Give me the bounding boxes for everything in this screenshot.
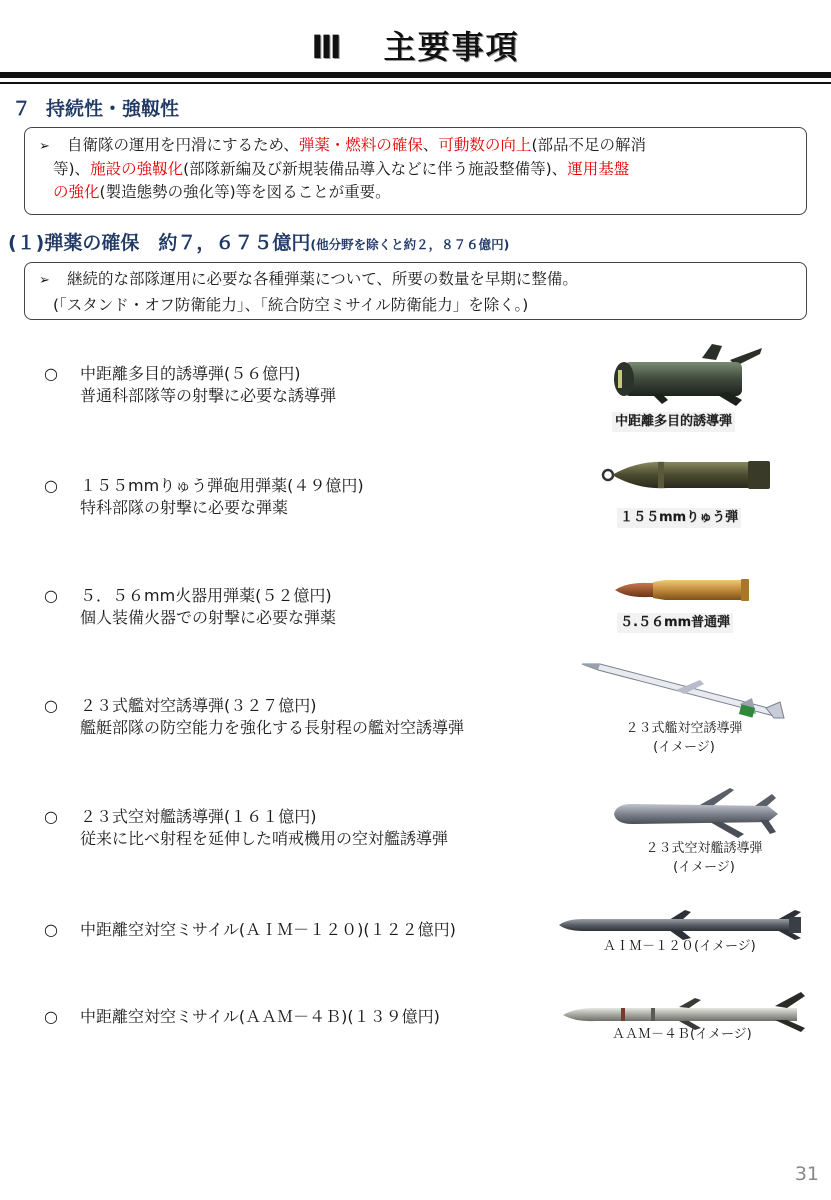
list-item [44, 475, 364, 519]
circle-bullet-icon: ○ [44, 920, 58, 939]
list-item [44, 1006, 440, 1028]
summary-highlight: 運用基盤 [567, 160, 630, 178]
subsection-note: (他分野を除くと約２，８７６億円) [310, 237, 510, 252]
item-title: 中距離空対空ミサイル(ＡＩＭ－１２０)(１２２億円) [80, 920, 456, 939]
item-caption: 中距離多目的誘導弾 [612, 412, 735, 432]
section-number: ７ [12, 98, 32, 120]
summary-box [24, 127, 807, 215]
summary-line-2 [39, 158, 794, 181]
item-title: １５５mmりゅう弾砲用弾薬(４９億円) [80, 476, 364, 495]
item-title: 中距離多目的誘導弾(５６億円) [80, 364, 301, 383]
item-caption-note: (イメージ) [653, 740, 715, 755]
item-title: ２３式艦対空誘導弾(３２７億円) [80, 696, 317, 715]
summary-highlight: 弾薬・燃料の確保 [298, 136, 423, 154]
item-description: 個人装備火器での射撃に必要な弾薬 [80, 608, 337, 627]
list-item [44, 363, 336, 407]
subsection-box-line-2 [39, 293, 794, 317]
section-heading [12, 94, 179, 121]
rifle-cartridge-icon [613, 578, 751, 602]
summary-text: (部品不足の解消 [531, 136, 646, 154]
summary-text: 、 [422, 136, 439, 154]
subsection-box [24, 262, 807, 320]
circle-bullet-icon: ○ [44, 807, 58, 826]
page-number: 31 [794, 1163, 819, 1185]
bullet-arrow-icon: ➢ [39, 273, 50, 288]
summary-text: 等)、 [53, 160, 91, 178]
item-caption: １５５mmりゅう弾 [617, 508, 741, 528]
summary-text: (製造態勢の強化等)等を図ることが重要。 [99, 183, 391, 201]
summary-highlight: 施設の強靱化 [90, 160, 184, 178]
item-caption-note: (イメージ) [673, 860, 735, 875]
summary-text: (部隊新編及び新規装備品導入などに伴う施設整備等)、 [183, 160, 568, 178]
item-description: 特科部隊の射撃に必要な弾薬 [80, 498, 289, 517]
page-title [0, 22, 831, 68]
item-caption: ２３式空対艦誘導弾 [645, 841, 763, 856]
item-description: 艦艇部隊の防空能力を強化する長射程の艦対空誘導弾 [80, 718, 465, 737]
title-rule-thin [0, 82, 831, 84]
item-caption: ２３式艦対空誘導弾 [625, 721, 743, 736]
item-caption: ５.５６mm普通弾 [617, 613, 733, 633]
bullet-arrow-icon: ➢ [39, 139, 50, 154]
circle-bullet-icon: ○ [44, 364, 58, 383]
circle-bullet-icon: ○ [44, 476, 58, 495]
subsection-heading [8, 228, 509, 255]
subsection-box-line-1 [39, 267, 794, 293]
summary-line-3 [39, 181, 794, 204]
circle-bullet-icon: ○ [44, 1007, 58, 1026]
section-title: 持続性・強靱性 [46, 98, 180, 120]
item-description: 普通科部隊等の射撃に必要な誘導弾 [80, 386, 337, 405]
summary-text: 自衛隊の運用を円滑にするため、 [67, 136, 299, 154]
item-caption: ＡＩＭ－１２０(イメージ) [603, 939, 756, 954]
ship-to-air-missile-icon [580, 658, 788, 724]
subsection-box-text: 継続的な部隊運用に必要な各種弾薬について、所要の数量を早期に整備。 [67, 270, 578, 288]
subsection-title: (１)弾薬の確保 約７，６７５億円 [8, 232, 311, 254]
summary-highlight: の強化 [53, 183, 100, 201]
title-roman: Ⅲ [311, 28, 344, 66]
list-item [44, 919, 456, 941]
circle-bullet-icon: ○ [44, 586, 58, 605]
list-item [44, 585, 336, 629]
item-title: 中距離空対空ミサイル(ＡＡＭ－４Ｂ)(１３９億円) [80, 1007, 440, 1026]
circle-bullet-icon: ○ [44, 696, 58, 715]
item-title: ２３式空対艦誘導弾(１６１億円) [80, 807, 317, 826]
aim120-missile-icon [557, 908, 807, 942]
item-description: 従来に比べ射程を延伸した哨戒機用の空対艦誘導弾 [80, 829, 449, 848]
artillery-shell-icon [598, 456, 773, 494]
summary-line-1 [39, 134, 794, 158]
list-item [44, 695, 464, 739]
title-rule-thick [0, 72, 831, 78]
title-text: 主要事項 [383, 28, 520, 66]
subsection-box-text: (「スタンド・オフ防衛能力」、「統合防空ミサイル防衛能力」を除く。) [53, 296, 529, 314]
list-item [44, 806, 448, 850]
item-title: ５．５６mm火器用弾薬(５２億円) [80, 586, 332, 605]
missile-multipurpose-icon [612, 340, 764, 410]
air-to-ship-missile-icon [612, 786, 782, 842]
item-caption: ＡＡＭ－４Ｂ(イメージ) [612, 1027, 752, 1042]
summary-highlight: 可動数の向上 [438, 136, 532, 154]
